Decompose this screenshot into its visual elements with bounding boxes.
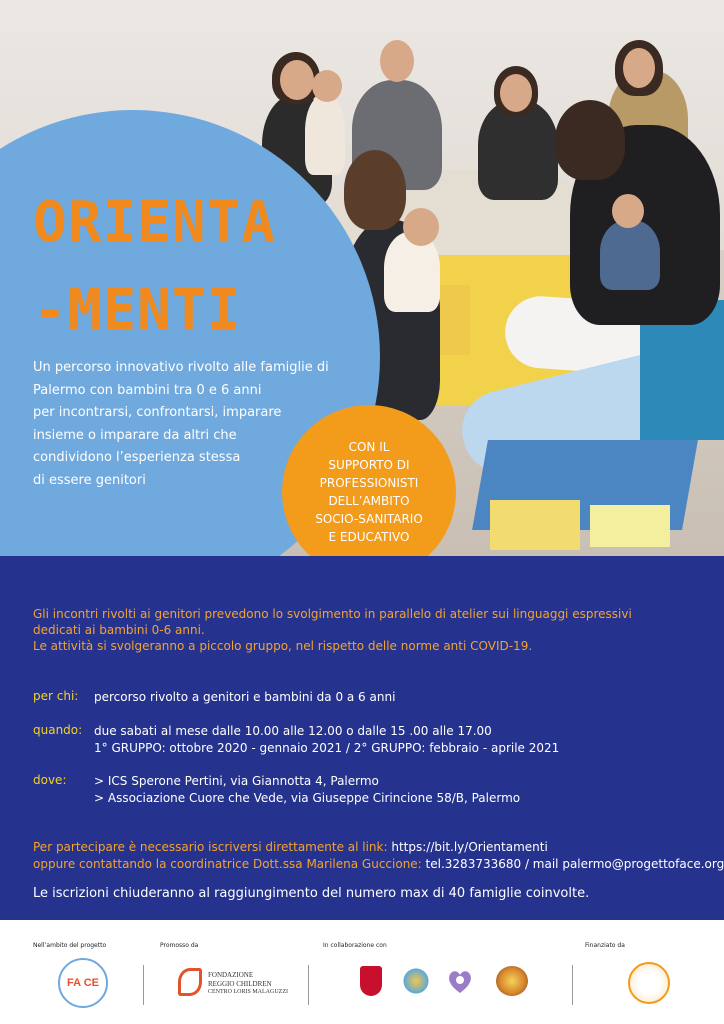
- reggio-mark-icon: [178, 968, 202, 996]
- support-line: SUPPORTO DI: [328, 458, 410, 472]
- baby-head: [403, 208, 439, 246]
- contact-line-1: [33, 839, 724, 856]
- reggio-logo-line: REGGIO CHILDREN: [208, 980, 272, 988]
- who-label: per chi:: [33, 689, 79, 703]
- contact-line-2: [33, 856, 724, 873]
- heart-logo: [445, 966, 475, 996]
- reggio-children-logo: [178, 968, 298, 1000]
- activities-line: dedicati ai bambini 0-6 anni.: [33, 623, 205, 637]
- promoted-label: Promosso da: [160, 942, 199, 949]
- registration-link[interactable]: https://bit.ly/Orientamenti: [391, 840, 548, 854]
- association-logo: [496, 966, 528, 996]
- intro-line: per incontrarsi, confrontarsi, imparare: [33, 405, 282, 420]
- support-line: E EDUCATIVO: [328, 530, 410, 544]
- person-head: [500, 74, 532, 112]
- activities-description: [33, 606, 693, 654]
- divider: [143, 965, 144, 1005]
- phone-mail-text: tel.3283733680 / mail: [425, 857, 563, 871]
- title-line-1: ORIENTA: [33, 190, 277, 255]
- intro-line: Palermo con bambini tra 0 e 6 anni: [33, 382, 262, 398]
- support-line: CON IL: [348, 440, 390, 454]
- baby-head: [312, 70, 342, 102]
- school-logo: [402, 966, 430, 996]
- person-head: [623, 48, 655, 88]
- reggio-logo-line: FONDAZIONE: [208, 971, 254, 979]
- where-label: dove:: [33, 773, 67, 787]
- when-value-2: 1° GRUPPO: ottobre 2020 - gennaio 2021 / 2° GRUPPO: febbraio - aprile 2021: [94, 741, 560, 755]
- when-value-1: due sabati al mese dalle 10.00 alle 12.00 o dalle 15 .00 alle 17.00: [94, 724, 492, 738]
- activities-line: Gli incontri rivolti ai genitori prevedono lo svolgimento in parallelo di atelier sui linguaggi espressivi: [33, 607, 632, 621]
- title-line-2: -MENTI: [33, 278, 242, 343]
- divider: [572, 965, 573, 1005]
- contact-text: oppure contattando la coordinatrice Dott.ssa Marilena Guccione:: [33, 857, 426, 871]
- baby: [600, 220, 660, 290]
- intro-line: di essere genitori: [33, 472, 146, 488]
- funded-label: Finanziato da: [585, 942, 625, 949]
- person-head: [380, 40, 414, 82]
- person-hair: [555, 100, 625, 180]
- person-hair: [344, 150, 406, 230]
- baby-head: [612, 194, 644, 228]
- intro-line: condividono l’esperienza stessa: [33, 450, 241, 465]
- baby: [305, 95, 345, 175]
- who-value: percorso rivolto a genitori e bambini da 0 a 6 anni: [94, 690, 396, 704]
- divider: [308, 965, 309, 1005]
- email-link[interactable]: palermo@progettoface.org: [562, 857, 724, 871]
- con-i-bambini-logo: [628, 962, 670, 1004]
- project-label: Nell’ambito del progetto: [33, 942, 107, 949]
- face-logo-text: FA CE: [67, 977, 99, 989]
- when-label: quando:: [33, 723, 83, 737]
- comune-palermo-logo: [360, 966, 382, 996]
- closing-note: Le iscrizioni chiuderanno al raggiungimento del numero max di 40 famiglie coinvolte.: [33, 886, 590, 901]
- reggio-logo-line: CENTRO LORIS MALAGUZZI: [208, 989, 288, 995]
- intro-line: insieme o imparare da altri che: [33, 427, 237, 443]
- support-line: PROFESSIONISTI: [319, 476, 419, 490]
- contact-text: Per partecipare è necessario iscriversi direttamente al link:: [33, 840, 392, 854]
- yellow-tile: [490, 500, 580, 550]
- contact-info: [33, 839, 724, 873]
- face-logo: [58, 958, 108, 1008]
- intro-line: Un percorso innovativo rivolto alle famiglie di: [33, 360, 329, 375]
- support-line: SOCIO-SANITARIO: [315, 512, 423, 526]
- where-value-1: > ICS Sperone Pertini, via Giannotta 4, Palermo: [94, 774, 379, 788]
- where-value-2: > Associazione Cuore che Vede, via Giuseppe Cirincione 58/B, Palermo: [94, 791, 521, 805]
- collab-label: In collaborazione con: [323, 942, 387, 949]
- person-head: [280, 60, 314, 100]
- footer: [0, 920, 724, 1024]
- support-circle: [282, 405, 456, 579]
- activities-line: Le attività si svolgeranno a piccolo gruppo, nel rispetto delle norme anti COVID-19.: [33, 639, 533, 653]
- heart-icon: [445, 966, 475, 996]
- yellow-tile: [590, 505, 670, 547]
- support-line: DELL’AMBITO: [328, 494, 410, 508]
